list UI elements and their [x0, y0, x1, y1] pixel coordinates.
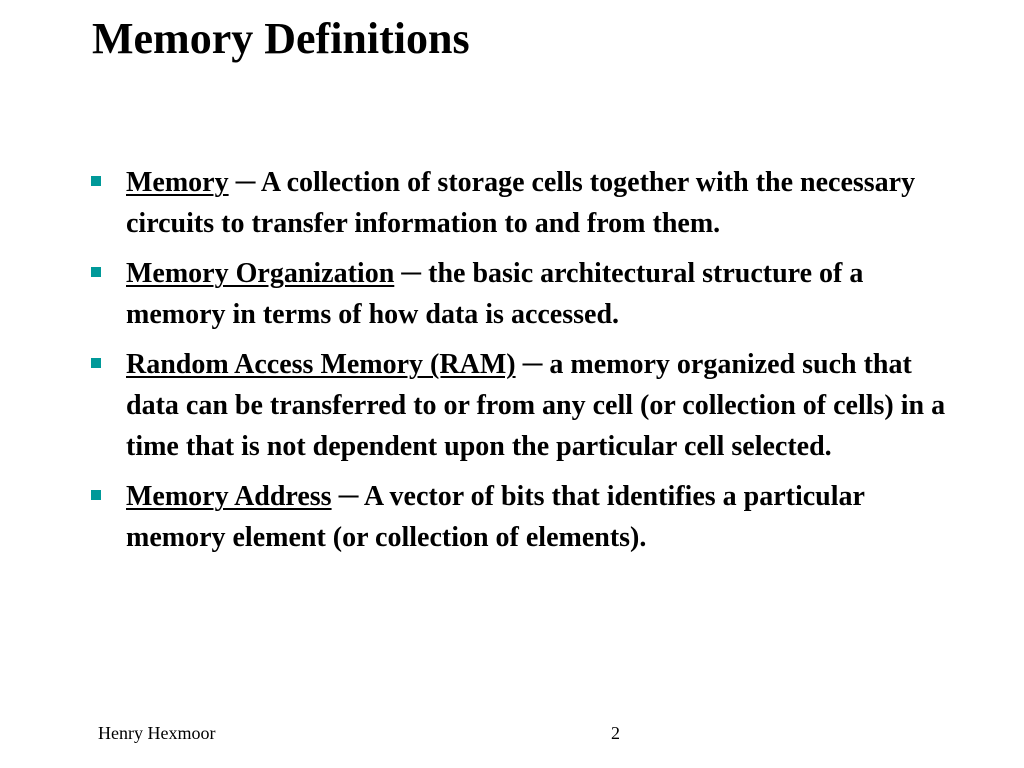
definition-item-memory-address: [88, 476, 948, 558]
definition-term: Memory Address: [126, 481, 332, 512]
definition-term: Memory: [126, 167, 229, 198]
slide-title: Memory Definitions: [92, 14, 470, 63]
definition-term: Random Access Memory (RAM): [126, 349, 516, 380]
definition-text: A collection of storage cells together with the necessary circuits to transfer information to and from them.: [126, 167, 916, 239]
square-bullet-icon: [91, 176, 101, 186]
square-bullet-icon: [91, 490, 101, 500]
definition-term: Memory Organization: [126, 258, 395, 289]
definition-text: the basic architectural structure of a memory in terms of how data is accessed.: [126, 258, 864, 330]
em-dash: ─: [515, 349, 550, 380]
em-dash: ─: [394, 258, 429, 289]
definition-item-ram: [88, 344, 948, 467]
definition-item-memory: [88, 162, 948, 244]
square-bullet-icon: [91, 267, 101, 277]
page-number: 2: [611, 723, 620, 743]
footer-author: Henry Hexmoor: [98, 723, 216, 743]
em-dash: ─: [331, 481, 364, 512]
square-bullet-icon: [91, 358, 101, 368]
definition-item-memory-organization: [88, 253, 948, 335]
definition-list: [88, 162, 948, 567]
definition-text: A vector of bits that identifies a particular memory element (or collection of elements).: [126, 481, 865, 553]
em-dash: ─: [228, 167, 261, 198]
definition-text: a memory organized such that data can be transferred to or from any cell (or collection of cells) in a time that is not dependent upon the particular cell selected.: [126, 349, 946, 462]
